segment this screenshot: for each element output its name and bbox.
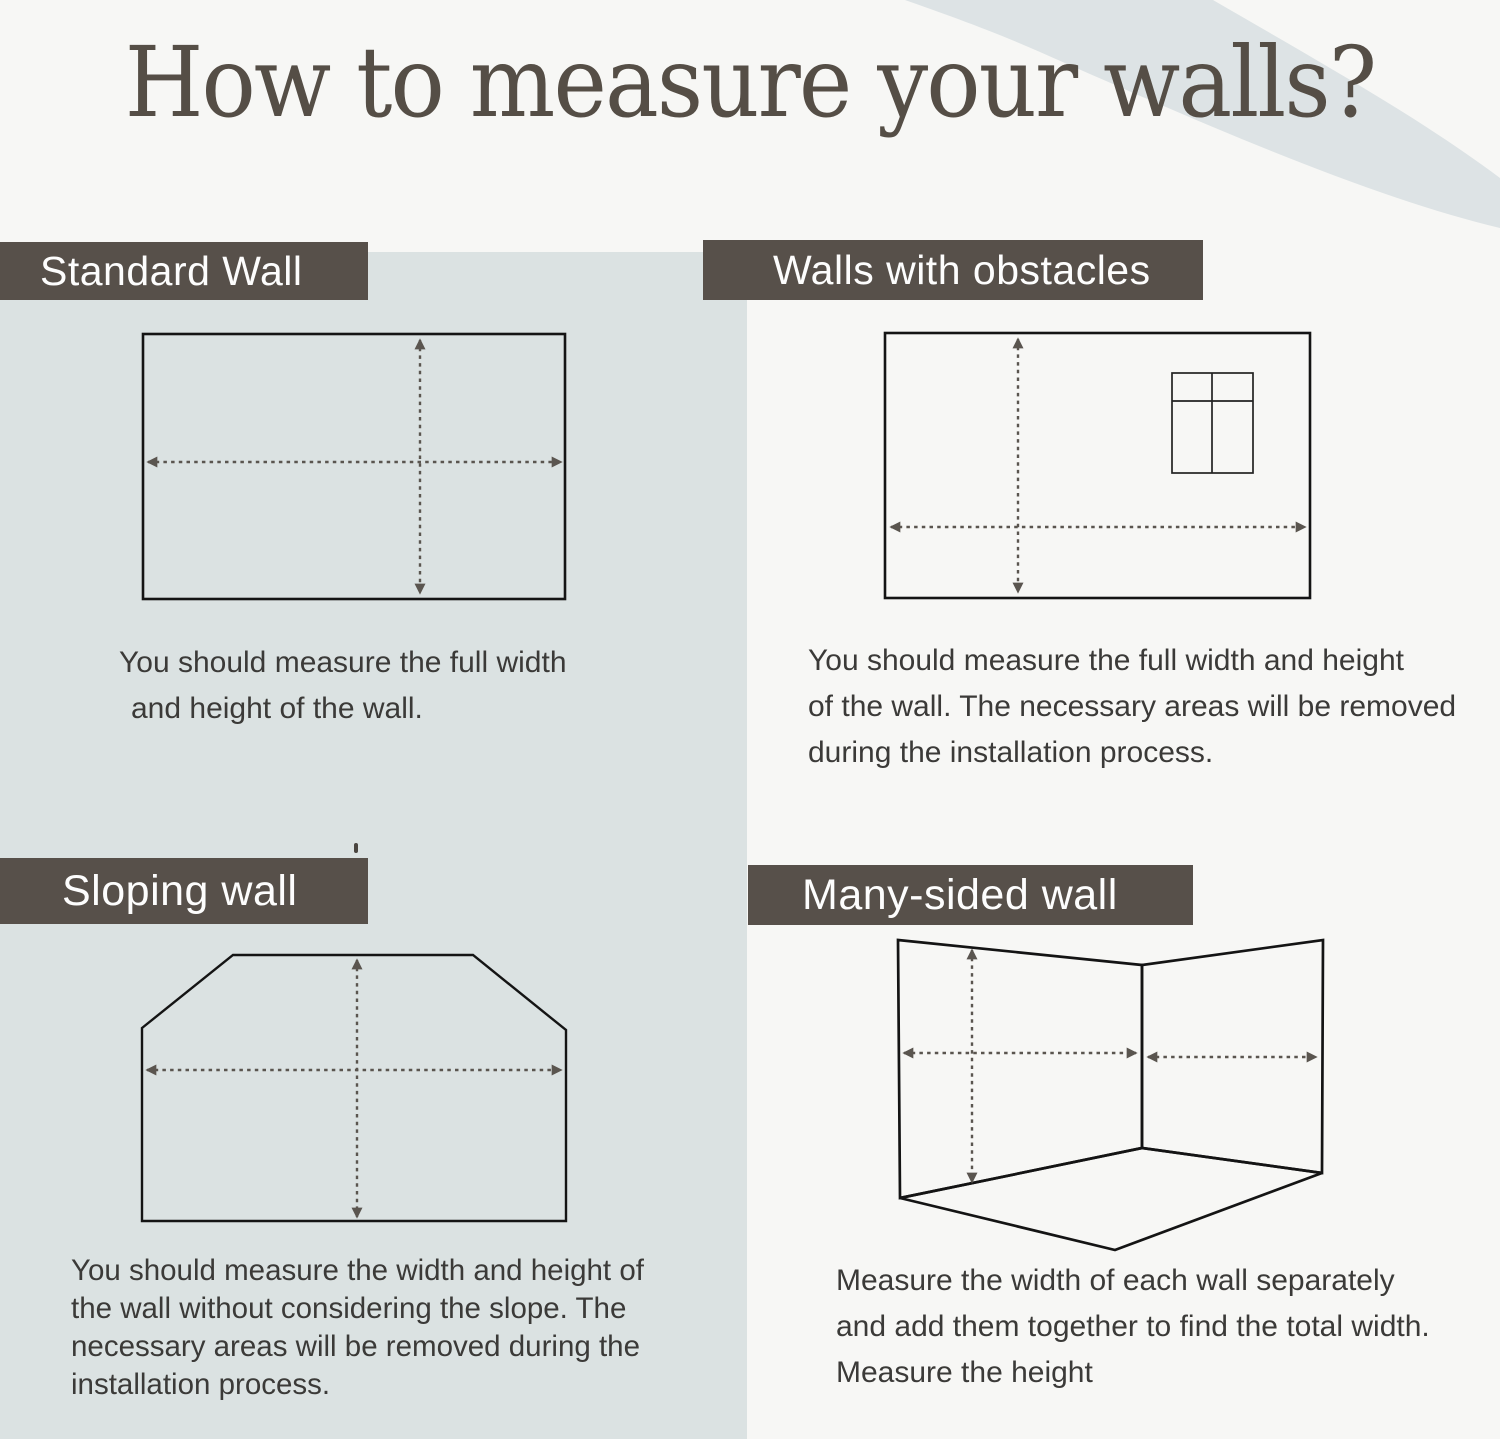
sloping-wall-diagram: [139, 952, 569, 1224]
section-header-label: Sloping wall: [62, 866, 298, 915]
corner-walls-diagram: [890, 932, 1335, 1256]
section-header-many-sided-wall: [748, 865, 1193, 925]
caption-line: You should measure the full width: [119, 646, 567, 679]
wall-outline: [143, 334, 565, 599]
section-header-walls-with-obstacles: [703, 240, 1203, 300]
section-header-label: Standard Wall: [40, 247, 303, 294]
caption-line: during the installation process.: [808, 736, 1214, 769]
caption-line: You should measure the width and height of: [71, 1254, 644, 1287]
section-header-standard-wall: [0, 242, 368, 300]
many-sided-wall-caption: [836, 1258, 1430, 1396]
sloping-wall-caption: [71, 1252, 644, 1404]
standard-wall-caption: [119, 640, 567, 732]
section-header-label: Walls with obstacles: [773, 246, 1151, 293]
floor-outline: [900, 1148, 1322, 1250]
caption-line: and height of the wall.: [131, 692, 423, 725]
caption-line: installation process.: [71, 1368, 331, 1401]
page-title: How to measure your walls?: [124, 26, 1376, 139]
caption-line: of the wall. The necessary areas will be removed: [808, 690, 1457, 723]
walls-with-obstacles-caption: [808, 638, 1456, 776]
window-icon: [1172, 373, 1253, 473]
stray-mark: [354, 843, 358, 853]
section-header-label: Many-sided wall: [802, 870, 1118, 919]
caption-line: the wall without considering the slope. The: [71, 1292, 627, 1325]
caption-line: Measure the height: [836, 1356, 1093, 1389]
caption-line: necessary areas will be removed during the: [71, 1330, 640, 1363]
caption-line: and add them together to find the total width.: [836, 1310, 1430, 1343]
wall-with-window-diagram: [883, 330, 1313, 601]
caption-line: Measure the width of each wall separately: [836, 1264, 1395, 1297]
left-wall-outline: [898, 940, 1142, 1198]
wall-outline: [142, 955, 566, 1221]
standard-wall-diagram: [140, 331, 570, 603]
section-header-sloping-wall: [0, 858, 368, 924]
caption-line: You should measure the full width and height: [808, 644, 1404, 677]
